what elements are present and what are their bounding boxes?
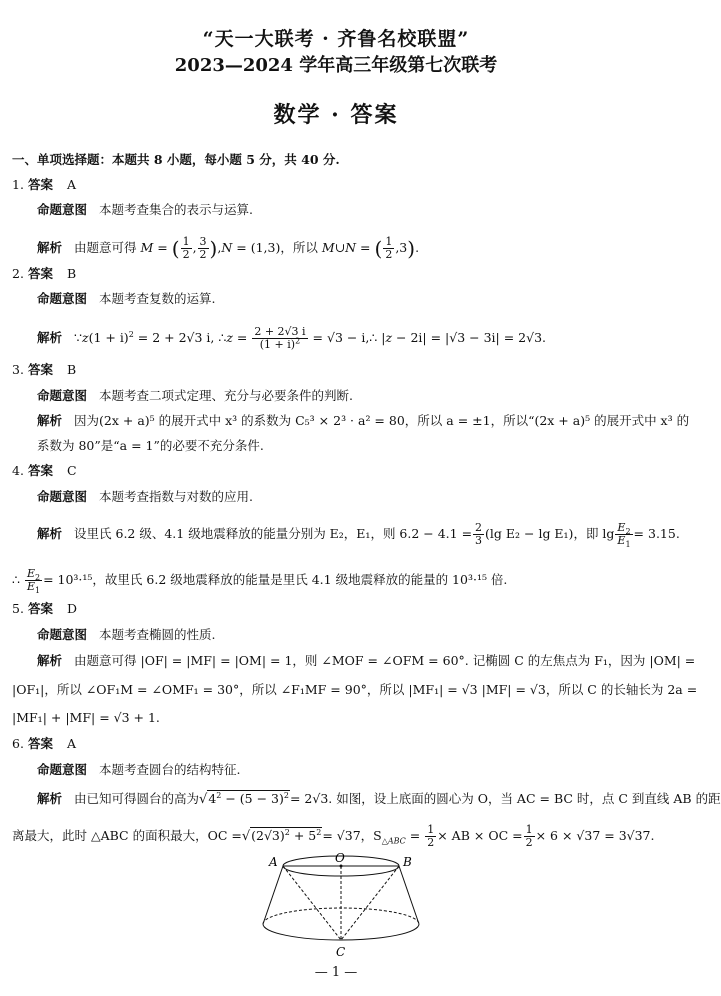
q4-answer-line: 4. 答案 C <box>12 463 77 478</box>
page-number: — 1 — <box>314 965 358 980</box>
q6-analysis-cont: 离最大，此时 △ABC 的面积最大，OC $=√(2√3)^2 + 5^2= √37$，$S_{\triangle ABC}$ = $\frac{1}{2}$ × AB × OC = $\frac{1}{2}$ × 6 × √37 = 3√37. <box>12 823 655 849</box>
q5-intent: 命题意图 本题考查椭圆的性质. <box>37 627 216 642</box>
q1-intent: 命题意图 本题考查集合的表示与运算. <box>37 202 253 217</box>
q6-analysis: 解析 由已知可得圆台的高为$√4^2 - (5 - 3)^2= 2√3$. 如图，设上底面的圆心为 O，当 AC = BC 时，点 C 到直线 AB 的距 <box>37 790 721 807</box>
q5-analysis-cont1: |OF₁|，所以 ∠OF₁M = ∠OMF₁ = 30°，所以 ∠F₁MF = 90°，所以 |MF₁| = √3 |MF| = √3，所以 C 的长轴长为 2a = <box>12 682 698 697</box>
section-heading: 一、单项选择题：本题共 8 小题，每小题 5 分，共 40 分. <box>12 152 340 167</box>
q4-analysis-cont: ∴ $\frac{E_2}{E_1}$ = 10³·¹⁵，故里氏 6.2 级地震释放的能量是里氏 4.1 级地震释放的能量的 10³·¹⁵ 倍. <box>12 567 508 596</box>
q2-analysis: 解析 ∵z(1 + i)$^2$ = 2 + 2√3 i, ∴z = $\frac{2 + 2√3 i}{(1 + i)^2}$ = √3 − i,∴ |z − 2i| = |√3 − 3i| = 2√3. <box>37 325 547 351</box>
q2-intent: 命题意图 本题考查复数的运算. <box>37 291 216 306</box>
q6-answer-line: 6. 答案 A <box>12 736 76 751</box>
label-a: A <box>269 855 278 869</box>
exam-title: “天一大联考 · 齐鲁名校联盟” <box>202 28 470 50</box>
q4-analysis: 解析 设里氏 6.2 级、4.1 级地震释放的能量分别为 E₂，E₁，则 6.2 − 4.1 = $\frac{2}{3}$ (lg E₂ − lg E₁)，即 lg $\frac{E_2}{E_1}$ = 3.15. <box>37 521 680 550</box>
label-b: B <box>403 855 412 869</box>
q6-intent: 命题意图 本题考查圆台的结构特征. <box>37 762 241 777</box>
exam-subtitle: 2023—2024 学年高三年级第七次联考 <box>174 55 498 76</box>
label-o: O <box>335 851 345 865</box>
frustum-figure <box>255 852 425 962</box>
q1-analysis: 解析 由题意可得 M = ( $\frac{1}{2}$ , $\frac{3}{2}$ ),N = (1,3)，所以 M∪N = ( $\frac{1}{2}$ ,3). <box>37 235 420 261</box>
q3-answer-line: 3. 答案 B <box>12 362 77 377</box>
subject-title: 数学 · 答案 <box>273 102 399 128</box>
q3-analysis: 解析 因为(2x + a)⁵ 的展开式中 x³ 的系数为 C₅³ × 2³ · a² = 80，所以 a = ±1，所以“(2x + a)⁵ 的展开式中 x³ 的 <box>37 413 690 428</box>
q3-analysis-cont: 系数为 80”是“a = 1”的必要不充分条件. <box>37 438 264 453</box>
q3-intent: 命题意图 本题考查二项式定理、充分与必要条件的判断. <box>37 388 353 403</box>
q1-answer-line: 1. 答案 A <box>12 177 76 192</box>
q4-intent: 命题意图 本题考查指数与对数的应用. <box>37 489 253 504</box>
q5-answer-line: 5. 答案 D <box>12 601 77 616</box>
label-c: C <box>336 945 346 959</box>
q5-analysis: 解析 由题意可得 |OF| = |MF| = |OM| = 1，则 ∠MOF = ∠OFM = 60°. 记椭圆 C 的左焦点为 F₁，因为 |OM| = <box>37 653 696 668</box>
q2-answer-line: 2. 答案 B <box>12 266 77 281</box>
q5-analysis-cont2: |MF₁| + |MF| = √3 + 1. <box>12 710 160 725</box>
